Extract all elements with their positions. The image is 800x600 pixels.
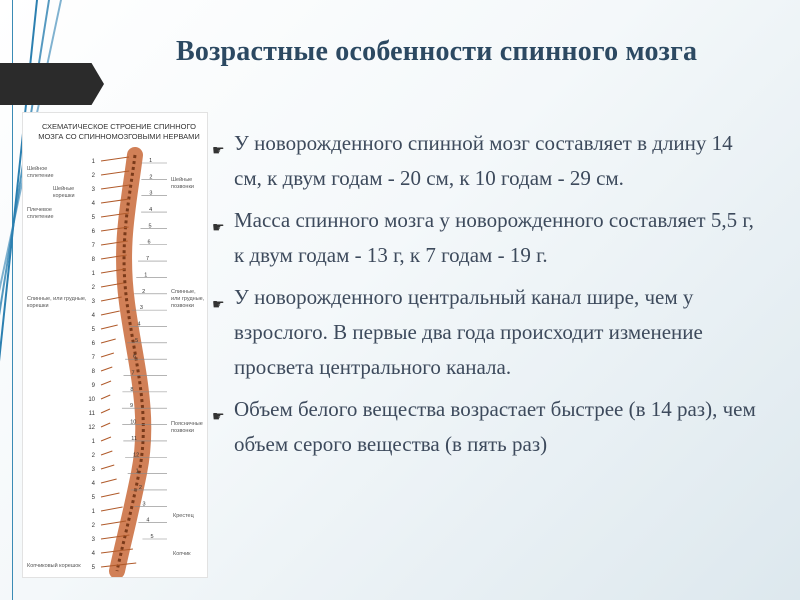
- right-number: 1: [144, 272, 148, 279]
- nerve-line: [101, 157, 129, 161]
- right-number: 6: [147, 239, 151, 246]
- left-number: 1: [91, 439, 95, 445]
- right-number: 10: [130, 419, 137, 426]
- bullet-text: У новорожденного спинной мозг составляет в длину 14 см, к двум годам - 20 см, к 10 годам - 29 см.: [234, 131, 733, 190]
- left-number: 3: [91, 187, 95, 193]
- figure-label: Шейное сплетение: [27, 166, 54, 179]
- right-number: 3: [149, 190, 153, 197]
- left-number: 5: [91, 495, 95, 501]
- right-number: 6: [133, 354, 137, 361]
- bullet-text: Объем белого вещества возрастает быстрее (в 14 раз), чем объем серого вещества (в пять раз): [234, 397, 756, 456]
- bullet-list: [210, 126, 758, 462]
- pointing-hand-icon: ☛: [212, 144, 225, 159]
- spinal-cord-figure: [22, 112, 208, 578]
- bullet-item: [210, 280, 758, 385]
- left-number: 2: [91, 523, 95, 529]
- figure-label: Поясничные позвонки: [171, 421, 203, 434]
- left-number: 5: [91, 215, 95, 221]
- right-number: 5: [148, 223, 152, 230]
- figure-label: Спинные, или грудные, корешки: [27, 296, 87, 309]
- right-number: 5: [150, 534, 154, 540]
- left-number: 7: [91, 355, 95, 361]
- right-number: 3: [142, 501, 146, 508]
- right-number: 4: [137, 321, 141, 328]
- figure-label: Шейные корешки: [53, 186, 75, 199]
- right-number: 1: [149, 158, 153, 164]
- left-number: 4: [91, 481, 95, 487]
- left-number: 12: [88, 425, 95, 431]
- right-number: 7: [146, 256, 150, 263]
- bullet-item: [210, 203, 758, 273]
- slide-title: Возрастные особенности спинного мозга: [176, 36, 698, 67]
- left-number: 6: [91, 229, 95, 235]
- left-number: 3: [91, 537, 95, 543]
- figure-label: Плечевое сплетение: [27, 207, 54, 220]
- nerve-line: [101, 381, 111, 385]
- nerve-line: [101, 353, 114, 357]
- right-number: 1: [135, 468, 139, 475]
- left-number: 9: [91, 383, 95, 389]
- left-number: 4: [91, 313, 95, 319]
- nerve-line: [101, 395, 110, 399]
- bullet-item: [210, 126, 758, 196]
- pointing-hand-icon: ☛: [212, 298, 225, 313]
- right-number: 2: [142, 288, 146, 295]
- figure-label: Крестец: [173, 513, 194, 519]
- nerve-line: [101, 465, 114, 469]
- left-number: 6: [91, 341, 95, 347]
- nerve-line: [101, 423, 110, 427]
- left-number: 2: [91, 453, 95, 459]
- nerve-line: [101, 311, 120, 315]
- left-number: 2: [91, 173, 95, 179]
- left-number: 2: [91, 285, 95, 291]
- right-number: 3: [139, 305, 143, 312]
- left-number: 3: [91, 467, 95, 473]
- pointing-hand-icon: ☛: [212, 410, 225, 425]
- left-number: 5: [91, 565, 95, 571]
- nerve-line: [101, 367, 112, 371]
- left-number: 4: [91, 201, 95, 207]
- right-number: 11: [131, 435, 138, 442]
- left-number: 1: [91, 509, 95, 515]
- left-number: 3: [91, 299, 95, 305]
- left-number: 8: [91, 257, 95, 263]
- nerve-line: [101, 409, 110, 413]
- left-number: 8: [91, 369, 95, 375]
- title-tab-arrow: [0, 63, 104, 105]
- left-number: 11: [88, 411, 95, 417]
- right-number: 9: [129, 403, 134, 410]
- left-number: 1: [91, 159, 95, 165]
- figure-label: Шейные позвонки: [171, 177, 194, 190]
- bullet-text: У новорожденного центральный канал шире, чем у взрослого. В первые два года происходит изменение просвета центрального канала.: [234, 285, 703, 379]
- left-number: 7: [91, 243, 95, 249]
- figure-label: Копчиковый корешок: [27, 563, 81, 569]
- figure-label: Спинные, или грудные, позвонки: [171, 289, 205, 309]
- right-number: 2: [138, 484, 142, 491]
- left-number: 5: [91, 327, 95, 333]
- nerve-line: [101, 493, 119, 497]
- figure-title: СХЕМАТИЧЕСКОЕ СТРОЕНИЕ СПИННОГО МОЗГА СО СПИННОМОЗГОВЫМИ НЕРВАМИ: [38, 122, 200, 141]
- left-number: 10: [88, 397, 95, 403]
- nerve-line: [101, 325, 118, 329]
- right-number: 8: [130, 386, 134, 393]
- nerve-line: [101, 339, 116, 343]
- nerve-line: [101, 507, 123, 511]
- right-number: 7: [131, 370, 135, 377]
- bullet-text: Масса спинного мозга у новорожденного составляет 5,5 г, к двум годам - 13 г, к 7 годам - 19 г.: [234, 208, 754, 267]
- nerve-line: [101, 451, 112, 455]
- left-number: 1: [91, 271, 95, 277]
- left-number: 4: [91, 551, 95, 557]
- nerve-line: [101, 479, 117, 483]
- nerve-line: [101, 437, 111, 441]
- right-number: 4: [149, 207, 153, 214]
- figure-label: Копчик: [173, 551, 191, 557]
- right-number: 12: [133, 452, 140, 459]
- right-number: 5: [135, 337, 139, 344]
- right-number: 2: [149, 174, 153, 181]
- pointing-hand-icon: ☛: [212, 221, 225, 236]
- bullet-item: [210, 392, 758, 462]
- right-number: 4: [146, 517, 150, 524]
